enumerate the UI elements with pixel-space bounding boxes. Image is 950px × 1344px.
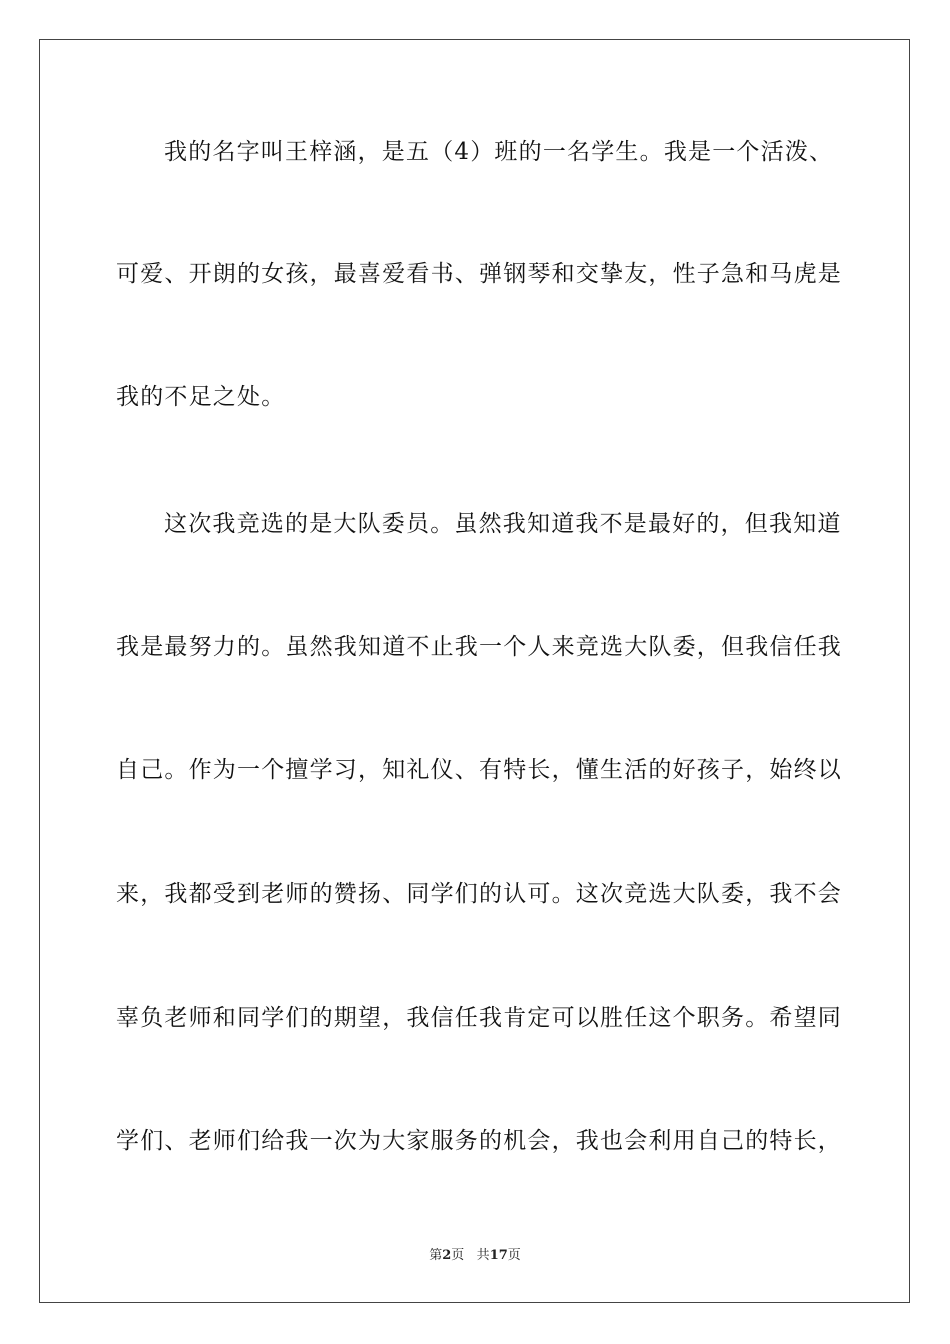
paragraph-2-line-4: 来，我都受到老师的赞扬、同学们的认可。这次竞选大队委，我不会 [116, 881, 842, 907]
paragraph-1-line-3: 我的不足之处。 [116, 384, 286, 410]
page-number: 2 [442, 1248, 452, 1263]
paragraph-2-line-2: 我是最努力的。虽然我知道不止我一个人来竞选大队委，但我信任我 [116, 634, 842, 660]
total-prefix: 共 [476, 1248, 490, 1263]
page-mid: 页 [451, 1248, 465, 1263]
paragraph-2-line-5: 辜负老师和同学们的期望，我信任我肯定可以胜任这个职务。希望同 [116, 1005, 842, 1031]
paragraph-1-line-1: 我的名字叫王梓涵，是五（4）班的一名学生。我是一个活泼、 [164, 139, 834, 165]
paragraph-2-line-1: 这次我竞选的是大队委员。虽然我知道我不是最好的，但我知道 [164, 511, 842, 537]
total-suffix: 页 [507, 1248, 521, 1263]
page-footer [0, 1247, 950, 1265]
page-prefix: 第 [429, 1248, 443, 1263]
total-pages: 17 [489, 1248, 508, 1263]
page-border [39, 39, 910, 1303]
paragraph-1-line-2: 可爱、开朗的女孩，最喜爱看书、弹钢琴和交挚友，性子急和马虎是 [116, 261, 842, 287]
paragraph-2-line-6: 学们、老师们给我一次为大家服务的机会，我也会利用自己的特长， [116, 1128, 842, 1154]
paragraph-2-line-3: 自己。作为一个擅学习，知礼仪、有特长，懂生活的好孩子，始终以 [116, 757, 842, 783]
